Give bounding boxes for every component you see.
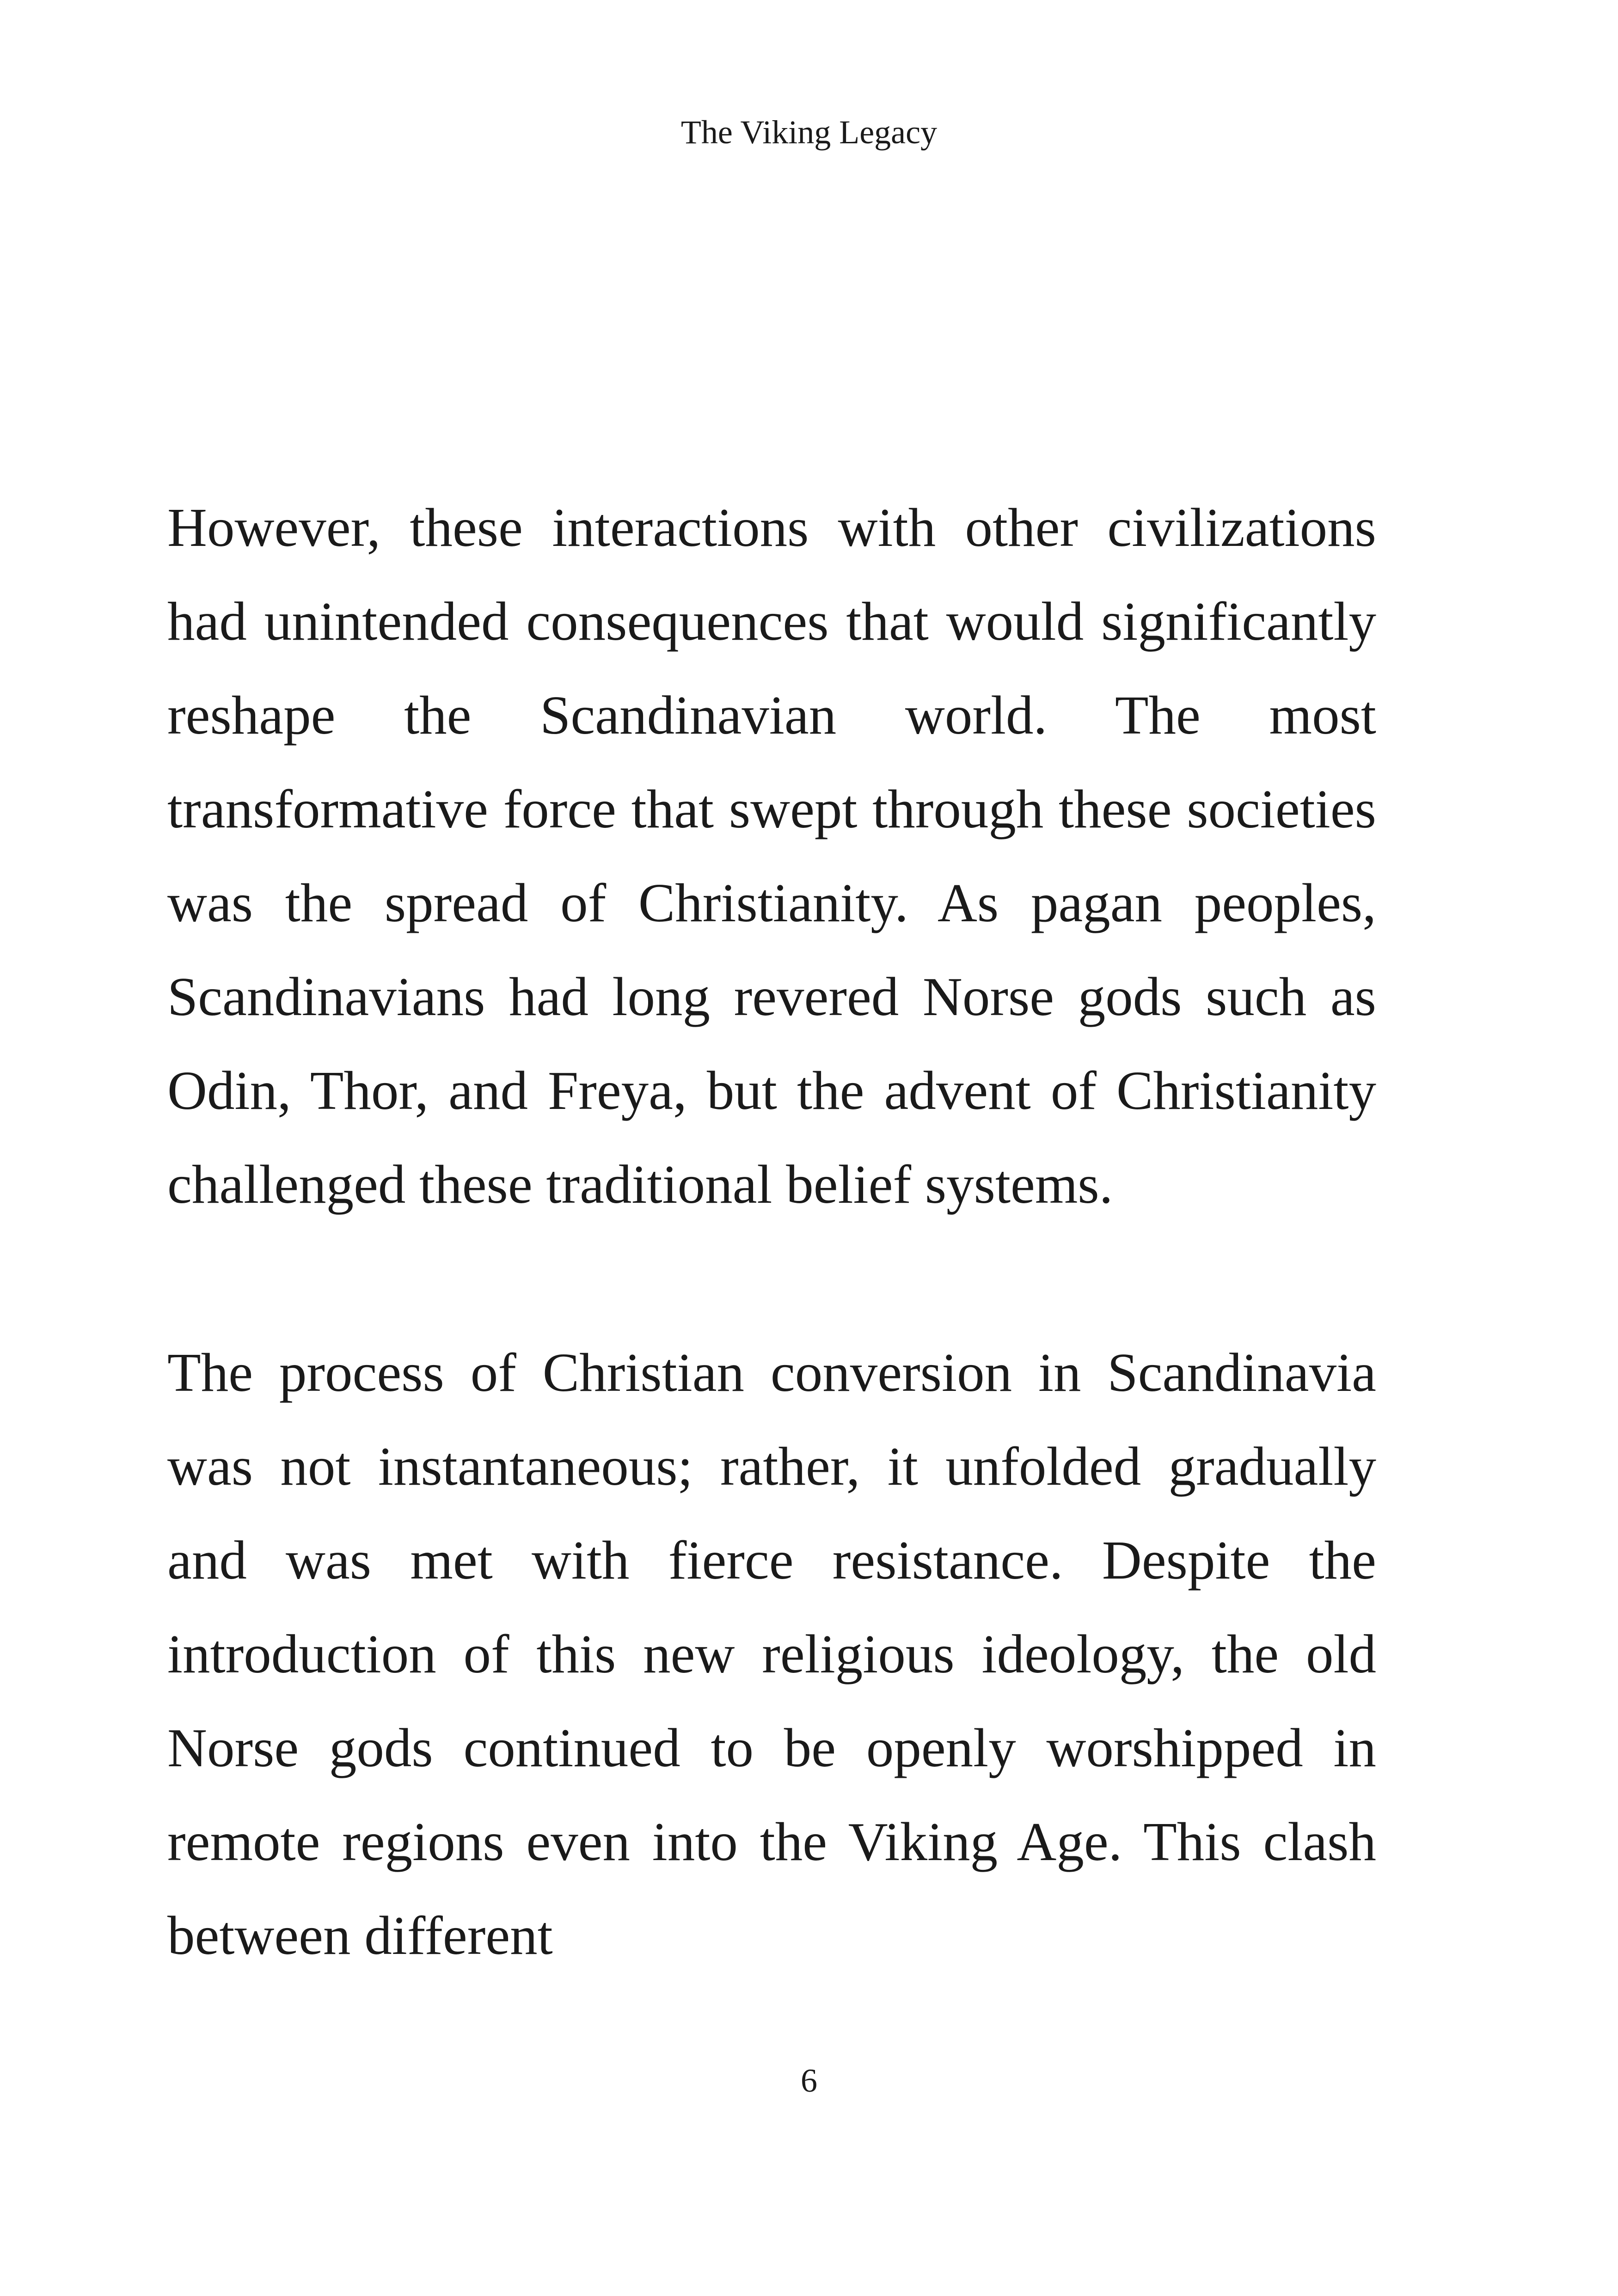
page-number: 6 xyxy=(801,2062,817,2099)
body-paragraph-container xyxy=(167,1326,1376,1983)
body-paragraph: The process of Christian conversion in Scandinavia was not instantaneous; rather, it unfolded gradually and was met with fierce resistance. Despite the introduction of this new religious ideology, the old Norse gods continued to be openly worshipped in remote regions even into the Viking Age. This clash between different xyxy=(167,1342,1376,1966)
body-paragraph-container xyxy=(167,481,1376,1231)
body-paragraph: However, these interactions with other civilizations had unintended consequences that would significantly reshape the Scandinavian world. The most transformative force that swept through these societies was the spread of Christianity. As pagan peoples, Scandinavians had long revered Norse gods such as Odin, Thor, and Freya, but the advent of Christianity challenged these traditional belief systems. xyxy=(167,497,1376,1215)
running-header: The Viking Legacy xyxy=(680,114,938,151)
